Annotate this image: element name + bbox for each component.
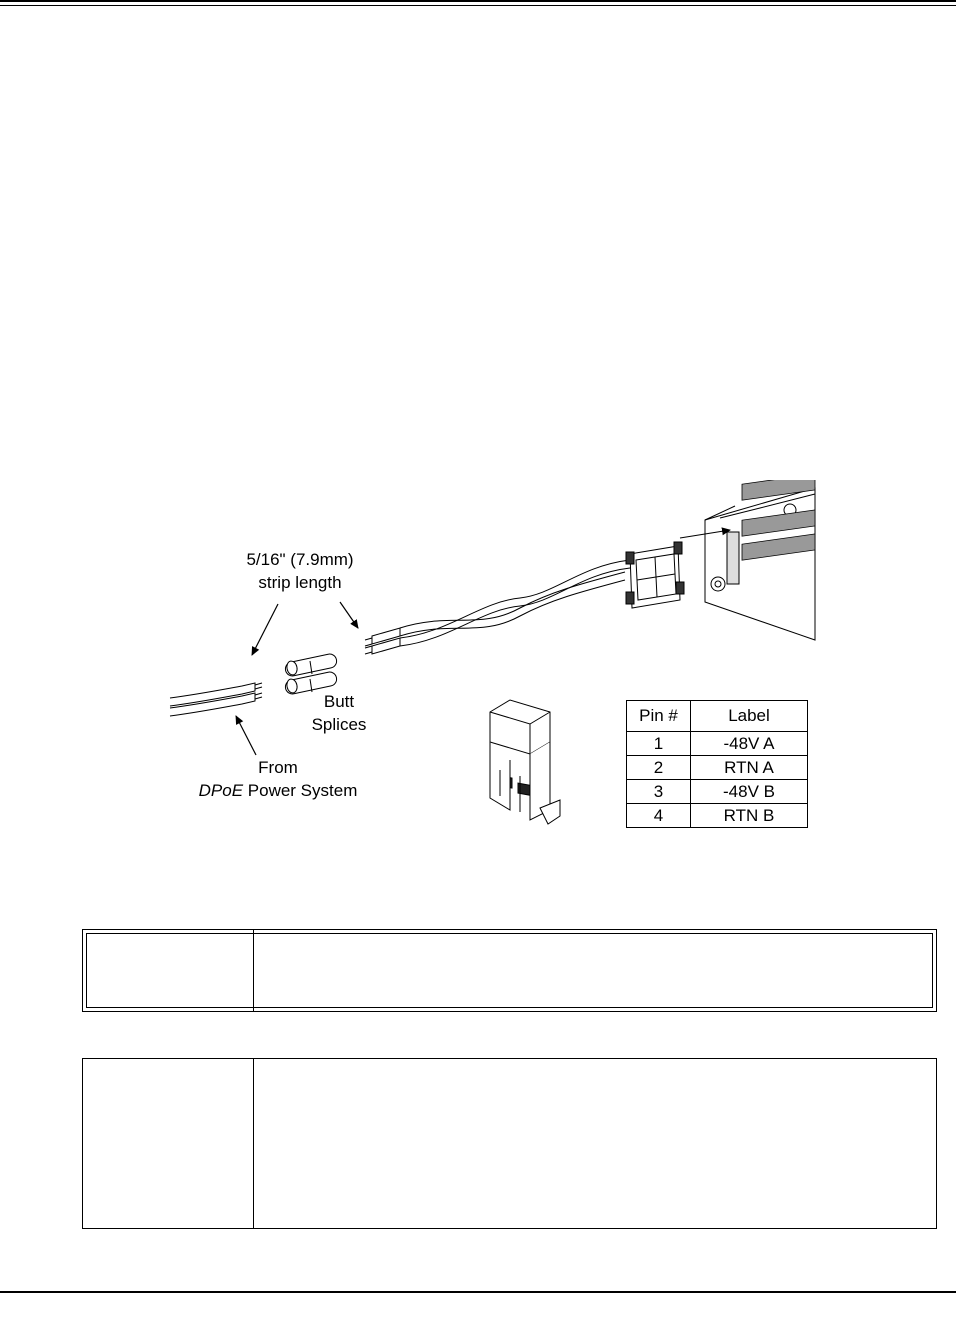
table-row — [627, 804, 808, 828]
connector-plug-icon — [626, 542, 684, 608]
pin-assignment-table — [626, 700, 808, 828]
pin-cell: 4 — [627, 804, 691, 828]
from-label: From — [258, 758, 298, 777]
header-label: Label — [691, 701, 808, 732]
header-rule-bottom — [0, 5, 956, 6]
table-row — [627, 756, 808, 780]
butt-splices-label — [308, 690, 370, 736]
from-power-system-label — [188, 756, 368, 802]
header-rule-top — [0, 0, 956, 2]
butt-splices-line-1: Butt — [323, 692, 355, 711]
strip-length-line-1: 5/16" (7.9mm) — [246, 550, 354, 569]
table-row — [627, 732, 808, 756]
note-box-1-divider — [253, 930, 254, 1011]
label-cell: RTN B — [691, 804, 808, 828]
power-cable — [365, 560, 630, 654]
label-cell: -48V B — [691, 780, 808, 804]
table-row — [627, 780, 808, 804]
strip-length-line-2: strip length — [258, 573, 342, 592]
label-cell: -48V A — [691, 732, 808, 756]
power-system-term: Power System — [243, 781, 358, 800]
label-cell: RTN A — [691, 756, 808, 780]
table-header-row — [627, 701, 808, 732]
connector-detail-icon — [490, 700, 560, 824]
power-source-label — [188, 779, 368, 802]
note-box-1 — [82, 929, 937, 1012]
note-box-1-inner-frame — [86, 933, 933, 1008]
header-pin: Pin # — [627, 701, 691, 732]
chassis-panel-icon — [680, 488, 815, 640]
butt-splices-line-2: Splices — [311, 715, 367, 734]
dpoe-term: DPoE — [198, 781, 244, 800]
note-box-2-divider — [253, 1059, 254, 1228]
note-box-2 — [82, 1058, 937, 1229]
strip-length-label — [230, 548, 370, 594]
pin-cell: 1 — [627, 732, 691, 756]
field-wires — [170, 683, 262, 716]
pin-cell: 2 — [627, 756, 691, 780]
butt-splices-icon — [284, 653, 338, 696]
pin-cell: 3 — [627, 780, 691, 804]
footer-rule — [0, 1291, 956, 1293]
